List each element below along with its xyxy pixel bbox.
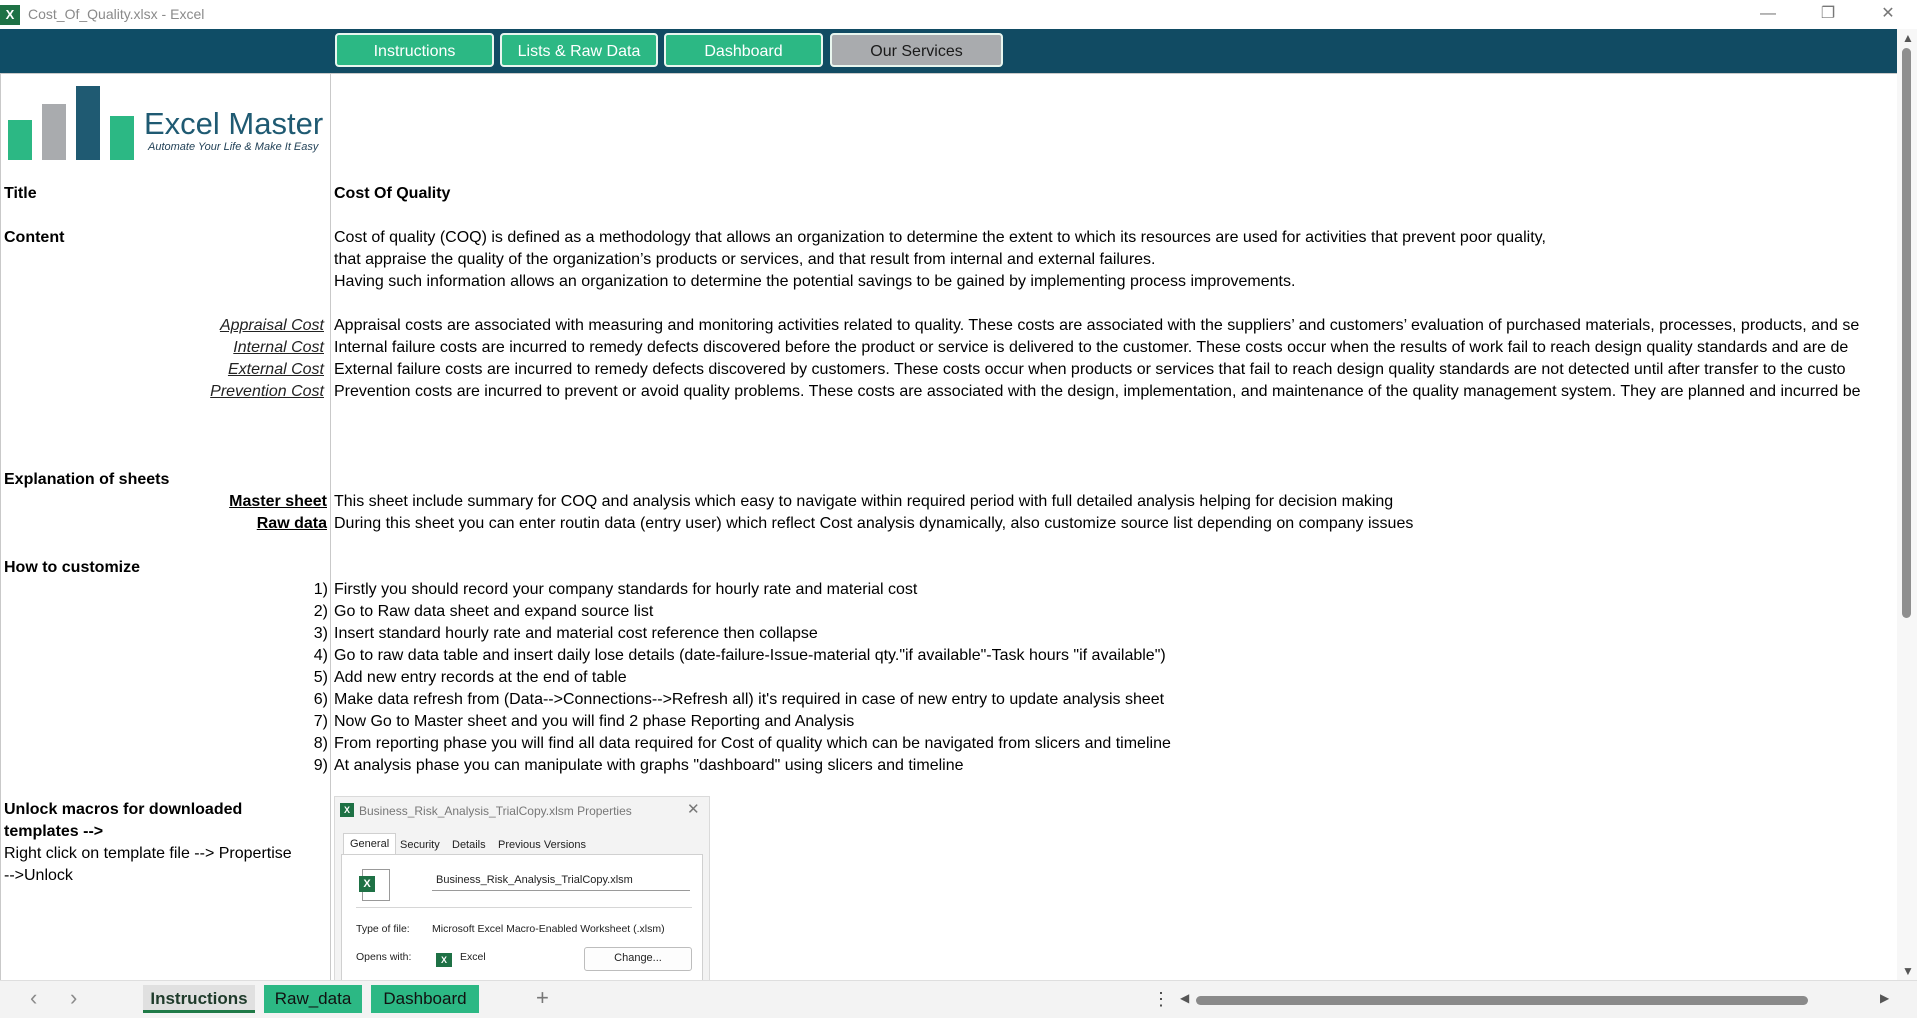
step-text: Firstly you should record your company standards for hourly rate and material cost xyxy=(334,581,918,598)
dialog-tab-details: Details xyxy=(452,839,486,851)
dialog-tab-general: General xyxy=(343,833,396,854)
logo-bar xyxy=(8,120,32,160)
opens-value: Excel xyxy=(460,951,486,963)
step-number: 7) xyxy=(313,713,328,730)
content-label: Content xyxy=(4,229,65,246)
previous-sheet-icon[interactable]: ‹ xyxy=(30,985,38,1010)
step-number: 9) xyxy=(313,757,328,774)
scroll-down-icon[interactable]: ▼ xyxy=(1902,964,1914,978)
change-button: Change... xyxy=(584,947,692,971)
step-number: 2) xyxy=(313,603,328,620)
logo-bar xyxy=(42,104,66,160)
step-number: 5) xyxy=(313,669,328,686)
excel-icon: X xyxy=(359,876,375,892)
unlock-title: Unlock macros for downloaded xyxy=(4,801,243,818)
internal-cost-text: Internal failure costs are incurred to remedy defects discovered before the product or service is delivered to the customer. These costs occur when the results of work fail to reach design quality standards and are de xyxy=(334,339,1849,356)
customize-label: How to customize xyxy=(4,559,141,576)
properties-dialog-image xyxy=(334,796,710,982)
step-text: At analysis phase you can manipulate with graphs "dashboard" using slicers and timeline xyxy=(334,757,964,774)
window-title: Cost_Of_Quality.xlsx - Excel xyxy=(28,6,205,22)
close-icon: ✕ xyxy=(687,801,700,818)
nav-button-our-services[interactable]: Our Services xyxy=(830,33,1003,67)
logo-name: Excel Master xyxy=(144,106,324,141)
excel-icon: X xyxy=(0,5,20,25)
nav-band xyxy=(0,29,1897,73)
excel-icon: X xyxy=(436,953,452,967)
divider xyxy=(356,907,692,908)
prevention-cost-link[interactable]: Prevention Cost xyxy=(210,383,324,400)
appraisal-cost-text: Appraisal costs are associated with measuring and monitoring activities related to quality. These costs are associated with the suppliers’ and customers’ evaluation of purchased materials, processes, products, and se xyxy=(334,317,1860,334)
scroll-right-icon[interactable]: ▶ xyxy=(1880,991,1890,1005)
content-line: Having such information allows an organization to determine the potential savings to be gained by implementing process improvements. xyxy=(334,273,1296,290)
explanation-label: Explanation of sheets xyxy=(4,471,170,488)
opens-label: Opens with: xyxy=(356,951,412,963)
master-sheet-link[interactable]: Master sheet xyxy=(229,493,327,510)
excel-file-icon: X xyxy=(340,803,354,817)
excel-master-logo xyxy=(8,80,328,160)
restore-icon[interactable]: ❐ xyxy=(1820,5,1836,22)
scroll-up-icon[interactable]: ▲ xyxy=(1902,31,1914,45)
horizontal-scroll-thumb[interactable] xyxy=(1196,996,1808,1005)
step-number: 4) xyxy=(313,647,328,664)
dialog-panel xyxy=(341,854,703,982)
step-text: Insert standard hourly rate and material cost reference then collapse xyxy=(334,625,818,642)
filename-field: Business_Risk_Analysis_TrialCopy.xlsm xyxy=(432,869,690,891)
step-text: Now Go to Master sheet and you will find 2 phase Reporting and Analysis xyxy=(334,713,855,730)
column-divider xyxy=(330,73,331,980)
step-text: Go to Raw data sheet and expand source list xyxy=(334,603,654,620)
scroll-left-icon[interactable]: ◀ xyxy=(1180,991,1190,1005)
step-number: 6) xyxy=(313,691,328,708)
add-sheet-icon[interactable]: + xyxy=(536,985,549,1010)
unlock-text: Right click on template file --> Propertise xyxy=(4,845,292,862)
more-options-icon[interactable]: ⋮ xyxy=(1152,989,1170,1009)
close-icon[interactable]: ✕ xyxy=(1881,5,1895,22)
minimize-icon[interactable]: — xyxy=(1760,5,1776,22)
master-sheet-text: This sheet include summary for COQ and analysis which easy to navigate within required period with full detailed analysis helping for decision making xyxy=(334,493,1394,510)
nav-button-lists-raw-data[interactable]: Lists & Raw Data xyxy=(500,33,658,67)
content-line: that appraise the quality of the organization’s products or services, and that result from internal and external failures. xyxy=(334,251,1156,268)
type-label: Type of file: xyxy=(356,923,410,935)
unlock-text: -->Unlock xyxy=(4,867,73,884)
logo-bar xyxy=(76,86,100,160)
next-sheet-icon[interactable]: › xyxy=(70,985,78,1010)
step-text: Make data refresh from (Data-->Connections-->Refresh all) it's required in case of new entry to update analysis sheet xyxy=(334,691,1165,708)
raw-data-text: During this sheet you can enter routin data (entry user) which reflect Cost analysis dynamically, also customize source list depending on company issues xyxy=(334,515,1414,532)
nav-button-instructions[interactable]: Instructions xyxy=(335,33,494,67)
page-title: Cost Of Quality xyxy=(334,185,451,202)
window-title-bar xyxy=(0,0,1917,29)
vertical-scroll-thumb[interactable] xyxy=(1902,48,1911,618)
sheet-tab-instructions[interactable]: Instructions xyxy=(143,985,255,1013)
internal-cost-link[interactable]: Internal Cost xyxy=(233,339,324,356)
dialog-tab-previous-versions: Previous Versions xyxy=(498,839,587,851)
step-number: 8) xyxy=(313,735,328,752)
logo-bar xyxy=(110,116,134,160)
nav-button-dashboard[interactable]: Dashboard xyxy=(664,33,823,67)
content-line: Cost of quality (COQ) is defined as a methodology that allows an organization to determine the extent to which its resources are used for activities that prevent poor quality, xyxy=(334,229,1546,246)
sheet-tab-raw-data[interactable]: Raw_data xyxy=(264,985,362,1013)
step-text: Add new entry records at the end of table xyxy=(334,669,627,686)
step-text: From reporting phase you will find all data required for Cost of quality which can be navigated from slicers and timeline xyxy=(334,735,1171,752)
external-cost-text: External failure costs are incurred to remedy defects discovered by customers. These costs occur when products or services that fail to reach design quality standards are not detected until after transfer to the custo xyxy=(334,361,1846,378)
dialog-title: Business_Risk_Analysis_TrialCopy.xlsm Properties xyxy=(359,804,632,818)
step-text: Go to raw data table and insert daily lose details (date-failure-Issue-material qty."if available"-Task hours "if available") xyxy=(334,647,1166,664)
dialog-tab-security: Security xyxy=(400,839,440,851)
appraisal-cost-link[interactable]: Appraisal Cost xyxy=(219,317,324,334)
logo-tagline: Automate Your Life & Make It Easy xyxy=(148,141,319,153)
raw-data-link[interactable]: Raw data xyxy=(256,515,327,532)
nav-band-left-cell xyxy=(0,29,330,73)
grid-line xyxy=(0,73,1,980)
file-icon xyxy=(362,869,390,901)
step-number: 1) xyxy=(313,581,328,598)
step-number: 3) xyxy=(313,625,328,642)
type-value: Microsoft Excel Macro-Enabled Worksheet (.xlsm) xyxy=(432,923,665,935)
external-cost-link[interactable]: External Cost xyxy=(227,361,324,378)
sheet-tab-dashboard[interactable]: Dashboard xyxy=(371,985,479,1013)
prevention-cost-text: Prevention costs are incurred to prevent or avoid quality problems. These costs are associated with the design, implementation, and maintenance of the quality management system. They are planned and incurred be xyxy=(334,383,1861,400)
grid-line xyxy=(0,73,1897,74)
title-label: Title xyxy=(4,185,37,202)
unlock-title: templates --> xyxy=(4,823,104,840)
